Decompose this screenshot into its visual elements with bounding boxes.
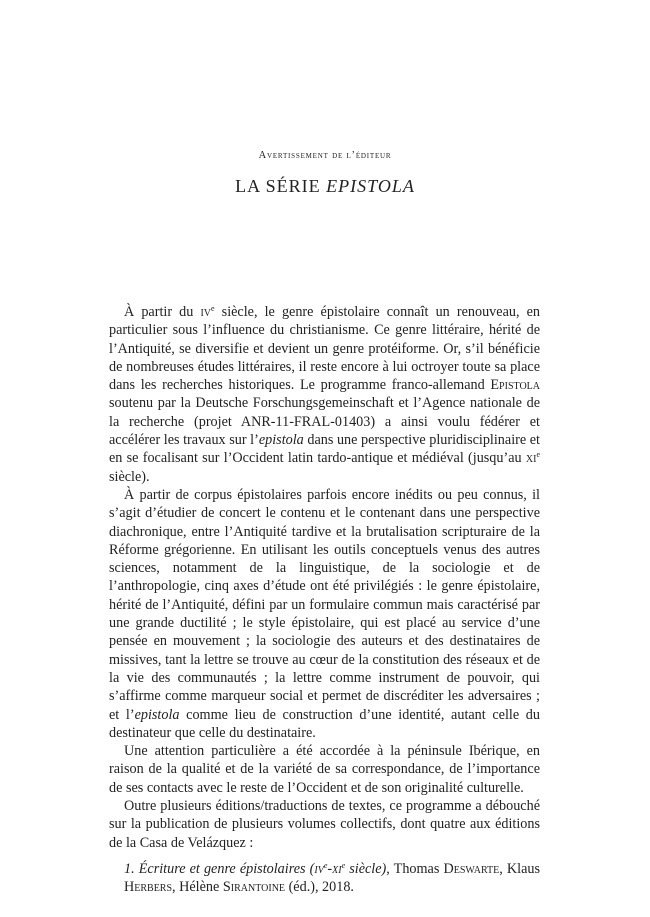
- p1-text-e: siècle).: [109, 468, 150, 485]
- list-author-3: Sirantoine: [222, 879, 286, 896]
- p1-text-b: siècle, le genre épistolaire connaît un renouveau, en particulier sous l’influence du christianisme. Ce genre littéraire, hérité de l’Antiquité, se diversifie et devient un genre protéiforme. Or, s’il bénéficie de nombreuses études littéraires, il reste encore à lui octroyer toute sa place dans les recherches historiques. Le programme franco-allemand: [109, 304, 540, 394]
- p2-text-b: comme lieu de construction d’une identité, autant celle du destinateur que celle du destinataire.: [109, 706, 540, 741]
- list-title-century-1: iv: [314, 860, 324, 877]
- list-sep-1: , Thomas: [386, 860, 444, 877]
- p1-sup-1: e: [211, 304, 215, 313]
- page-title: [0, 176, 650, 197]
- paragraph-2: [109, 486, 540, 742]
- title-prefix: LA SÉRIE: [235, 176, 327, 196]
- list-title-b: siècle): [345, 860, 387, 877]
- p1-text-c: soutenu par la Deutsche Forschungsgemeinschaft et l’Agence nationale de la recherche (projet ANR-11-FRAL-01403) a ainsi voulu fédérer et accélérer les travaux sur l’: [109, 395, 540, 449]
- list-title-sup-1: e: [323, 860, 328, 870]
- list-title-sup-2: e: [341, 860, 346, 870]
- p1-text-d: dans une perspective pluridisciplinaire et en se focalisant sur l’Occident latin tardo-antique et médiéval (jusqu’au: [109, 432, 540, 467]
- list-tail: (éd.), 2018.: [285, 879, 354, 896]
- p1-century-1: iv: [200, 304, 212, 320]
- list-author-1: Deswarte: [443, 860, 500, 877]
- p1-text-a: À partir du: [124, 304, 201, 320]
- paragraph-4: Outre plusieurs éditions/traductions de textes, ce programme a débouché sur la publication de plusieurs volumes collectifs, dont quatre aux éditions de la Casa de Velázquez :: [109, 798, 540, 851]
- body-text: [109, 303, 540, 897]
- p1-program-name: Epistola: [490, 377, 540, 394]
- p1-century-2: xi: [525, 450, 537, 467]
- list-item-title: [124, 861, 386, 877]
- p2-text-a: À partir de corpus épistolaires parfois encore inédits ou peu connus, il s’agit d’étudier de concert le contenu et le contenant dans une perspective diachronique, entre l’Antiquité tardive et la brutalisation scripturaire de la Réforme grégorienne. En utilisant les outils conceptuels venus des autres sciences, notamment de la linguistique, de la sociologie et de l’anthropologie, cinq axes d’étude ont été privilégiés : le genre épistolaire, hérité de l’Antiquité, défini par un formulaire commun mais caractérisé par une grande ductilité ; le style épistolaire, qui est placé au service d’une pensée en mouvement ; la sociologie des auteurs et des destinataires de missives, tant la lettre se trouve au cœur de la constitution des réseaux et de la vie des communautés ; la lettre comme instrument de pouvoir, qui s’affirme comme marqueur social et permet de discréditer les adversaires ; et l’: [109, 486, 540, 723]
- title-italic: EPISTOLA: [326, 176, 415, 196]
- p1-sup-2: e: [536, 450, 540, 460]
- list-author-2: Herbers: [124, 879, 173, 896]
- list-title-a: 1. Écriture et genre épistolaires (: [124, 860, 315, 877]
- list-title-dash: -: [327, 860, 333, 877]
- paragraph-1: [109, 303, 540, 486]
- section-kicker: Avertissement de l’éditeur: [258, 150, 392, 161]
- list-sep-2: , Klaus: [499, 860, 541, 877]
- paragraph-3: Une attention particulière a été accordée à la péninsule Ibérique, en raison de la qualité et de la variété de sa correspondance, de l’importance de ses contacts avec le reste de l’Occident et de son originalité culturelle.: [109, 743, 540, 796]
- list-item: [109, 860, 540, 897]
- list-sep-3: , Hélène: [172, 879, 223, 896]
- p2-italic: epistola: [134, 706, 180, 723]
- list-title-century-2: xi: [332, 860, 342, 877]
- p1-italic: epistola: [258, 432, 304, 449]
